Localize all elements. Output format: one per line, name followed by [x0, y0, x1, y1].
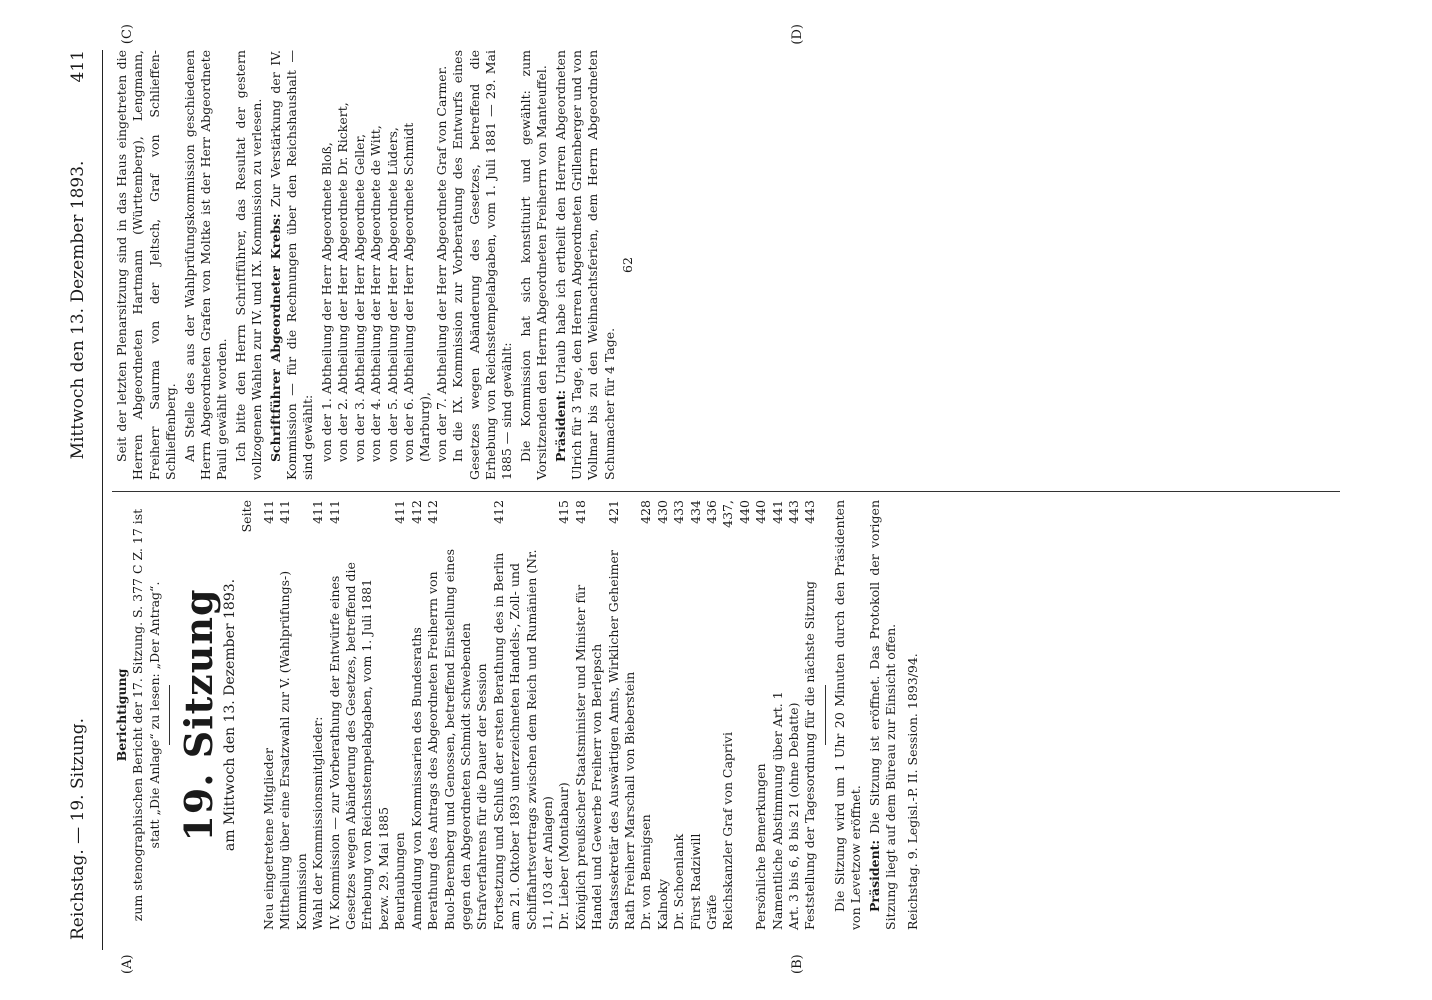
page-number: 411: [68, 50, 88, 83]
division-entry: von der 6. Abtheilung der Herr Abgeordnete Schmidt (Marburg),: [400, 122, 433, 462]
division-entry: von der 2. Abtheilung der Herr Abgeordnete Dr. Rickert,: [335, 102, 351, 462]
seite-label: Seite: [238, 500, 254, 533]
toc-row: [704, 500, 720, 930]
toc-row: [277, 500, 310, 930]
toc-page: 411: [310, 500, 326, 524]
opening-paragraph: Die Sitzung wird um 1 Uhr 20 Minuten durch den Präsidenten von Levetzow eröffnet.: [831, 500, 864, 930]
president-remark-right: [553, 50, 619, 480]
correction-text: zum stenographischen Bericht der 17. Sitzung. S. 377 C Z. 17 ist statt „Die Anlage“ zu lesen: „Der Antrag“.: [130, 508, 162, 922]
column-divider: [112, 491, 1340, 492]
toc-page: 434: [687, 500, 703, 524]
president-label: Präsident:: [866, 839, 882, 912]
volume-footer: Reichstag. 9. Legisl.-P. II. Session. 1893/94.: [905, 653, 921, 930]
separator: [825, 685, 826, 745]
header-left: Reichstag. — 19. Sitzung.: [68, 717, 88, 940]
toc-page: 437, 440: [720, 500, 752, 528]
toc-row: [688, 500, 704, 930]
closing-paragraph: Die Kommission hat sich konstituirt und gewählt: zum Vorsitzenden den Herrn Abgeordneten Freiherrn von Manteuffel.: [517, 50, 550, 480]
toc-row: [786, 500, 802, 930]
president-label: Präsident:: [552, 389, 568, 462]
toc-row: [606, 500, 639, 930]
toc-entry: Namentliche Abstimmung über Art. 1: [769, 691, 785, 930]
division-list: [319, 50, 450, 480]
toc-row: [573, 500, 606, 930]
toc-entry: IV. Kommission — zur Vorberathung der Entwürfe eines Gesetzes wegen Abänderung des Gesetzes, betreffend die Erhebung von Reichsstempelabgaben, vom 1. Juli 1881 bezw. 29. Mai 1885: [326, 562, 391, 930]
toc-row: [556, 500, 572, 930]
toc-entry: Gräfe: [704, 894, 719, 930]
division-entry: von der 4. Abtheilung der Herr Abgeordnete de Witt,: [368, 125, 384, 462]
toc-row: [310, 500, 326, 930]
division-entry: von der 1. Abtheilung der Herr Abgeordnete Bloß,: [318, 142, 334, 462]
division-entry: von der 7. Abtheilung der Herr Abgeordnete Graf von Carmer.: [433, 65, 449, 462]
toc-page: 436: [704, 500, 719, 524]
rotated-document-page: [50, 20, 1370, 980]
toc-page: 443: [786, 500, 802, 524]
margin-d: (D): [790, 24, 805, 45]
toc-page: 412: [425, 500, 441, 524]
toc-entry: Kalnoky: [654, 878, 670, 930]
toc-entry: Anmeldung von Kommissarien des Bundesraths: [408, 627, 424, 930]
session-date: am Mittwoch den 13. Dezember 1893.: [222, 578, 239, 852]
toc-entry: Feststellung der Tagesordnung für die nächste Sitzung: [802, 581, 818, 930]
table-of-contents: [261, 500, 819, 930]
right-column: [114, 50, 637, 480]
toc-row: [655, 500, 671, 930]
ninth-commission: In die IX. Kommission zur Vorberathung des Entwurfs eines Gesetzes wegen Abänderung des Gesetzes, betreffend die Erhebung von Reichsstempelabgaben, vom 1. Juli 1881 — 29. Mai 1885 — sind gewählt:: [450, 50, 515, 480]
toc-row: [409, 500, 425, 930]
toc-entry: Dr. Schoenlank: [671, 833, 687, 930]
toc-entry: Art. 3 bis 6, 8 bis 21 (ohne Debatte): [786, 702, 802, 930]
toc-entry: Mittheilung über eine Ersatzwahl zur V. (Wahlprüfungs-) Kommission: [277, 570, 309, 930]
toc-page: 440: [753, 500, 769, 524]
page-foot: 62: [620, 257, 636, 273]
toc-page: 441: [769, 500, 785, 524]
toc-row: [491, 500, 557, 930]
toc-entry: Neu eingetretene Mitglieder: [261, 747, 277, 930]
secretary-remark: [268, 50, 317, 480]
toc-entry: Königlich preußischer Staatsminister und Minister für Handel und Gewerbe Freiherr von Berlepsch: [572, 584, 605, 930]
toc-row: [392, 500, 408, 930]
toc-row: [720, 500, 753, 930]
toc-page: 411: [392, 500, 408, 524]
header-date: Mittwoch den 13. Dezember 1893.: [68, 160, 88, 460]
toc-page: 411: [261, 500, 277, 524]
toc-entry: Persönliche Bemerkungen: [753, 763, 769, 930]
toc-row: [753, 500, 769, 930]
toc-page: 411: [326, 500, 342, 524]
division-entry: von der 3. Abtheilung der Herr Abgeordnete Geller,: [351, 133, 367, 462]
president-text: Die Sitzung ist eröffnet. Das Protokoll der vorigen Sitzung liegt auf dem Büreau zur Einsicht offen.: [866, 500, 899, 930]
toc-entry: Reichskanzler Graf von Caprivi: [720, 732, 736, 930]
president-text: Urlaub habe ich ertheilt den Herren Abgeordneten Ulrich für 3 Tage, den Herren Abgeordneten Grillenberger und von Vollmar bis zu den Weihnachtsferien, dem Herrn Abgeordneten Schumacher für 4 Tage.: [552, 50, 617, 480]
toc-page: 433: [671, 500, 687, 524]
left-column: [114, 500, 922, 930]
toc-entry: Dr. von Bennigsen: [638, 814, 654, 930]
separator: [169, 685, 170, 745]
toc-row: [770, 500, 786, 930]
secretary-text: Zur Verstärkung der IV. Kommission — für die Rechnungen über den Reichshaushalt — sind gewählt:: [267, 50, 316, 480]
toc-entry: Wahl der Kommissionsmitglieder:: [310, 716, 326, 930]
division-entry: von der 5. Abtheilung der Herr Abgeordnete Lüders,: [384, 127, 400, 462]
page-header: [58, 50, 98, 940]
toc-row: [425, 500, 491, 930]
secretary-label: Schriftführer Abgeordneter Krebs:: [267, 213, 283, 462]
toc-entry: Fortsetzung und Schluß der ersten Berathung des in Berlin am 21. Oktober 1893 unterzeichneten Handels-, Zoll- und Schiffahrtsvertrags zwischen dem Reich und Rumänien (Nr. 11, 103 der Anlagen): [490, 549, 555, 930]
toc-page: 412: [408, 500, 424, 524]
paragraph: An Stelle des aus der Wahlprüfungskommission geschiedenen Herrn Abgeordneten Grafen von Moltke ist der Herr Abgeordnete Pauli gewählt worden.: [181, 50, 230, 480]
toc-entry: Dr. Lieber (Montabaur): [556, 782, 572, 930]
margin-a: (A): [120, 954, 135, 974]
toc-page: 415: [556, 500, 572, 524]
header-rule: [102, 50, 103, 950]
margin-c: (C): [120, 24, 135, 45]
toc-page: 412: [490, 500, 506, 524]
toc-page: 418: [572, 500, 588, 524]
toc-row: [261, 500, 277, 930]
correction-title: Berichtigung: [114, 668, 129, 762]
paragraph: Seit der letzten Plenarsitzung sind in das Haus eingetreten die Herren Abgeordneten Hartmann (Württemberg), Lengmann, Freiherr Saurma von der Jeltsch, Graf von Schlieffen-Schlieffenberg.: [114, 50, 179, 480]
toc-page: 411: [277, 500, 293, 524]
paragraph: Ich bitte den Herrn Schriftführer, das Resultat der gestern vollzogenen Wahlen zur IV. und IX. Kommission zu verlesen.: [232, 50, 265, 480]
dfg-watermark: [1406, 10, 1426, 990]
toc-row: [671, 500, 687, 930]
toc-page: 428: [638, 500, 654, 524]
toc-entry: Berathung des Antrags des Abgeordneten Freiherrn von Buol-Berenberg und Genossen, betreffend Einstellung eines gegen den Abgeordneten Schmidt schwebenden Strafverfahrens für die Dauer der Session: [425, 548, 490, 930]
session-title: 19. Sitzung: [176, 588, 222, 842]
toc-row: [802, 500, 818, 930]
toc-page: 421: [605, 500, 621, 524]
toc-page: 430: [654, 500, 670, 524]
toc-entry: Beurlaubungen: [392, 832, 408, 930]
president-remark: [867, 500, 900, 930]
toc-row: [327, 500, 393, 930]
toc-row: [638, 500, 654, 930]
margin-b: (B): [790, 954, 805, 974]
toc-entry: Staatssekretär des Auswärtigen Amts, Wirklicher Geheimer Rath Freiherr Marschall von Bieberstein: [605, 550, 637, 930]
right-paragraphs: [114, 50, 266, 480]
toc-page: 443: [802, 500, 818, 524]
toc-entry: Fürst Radziwill: [687, 833, 703, 930]
